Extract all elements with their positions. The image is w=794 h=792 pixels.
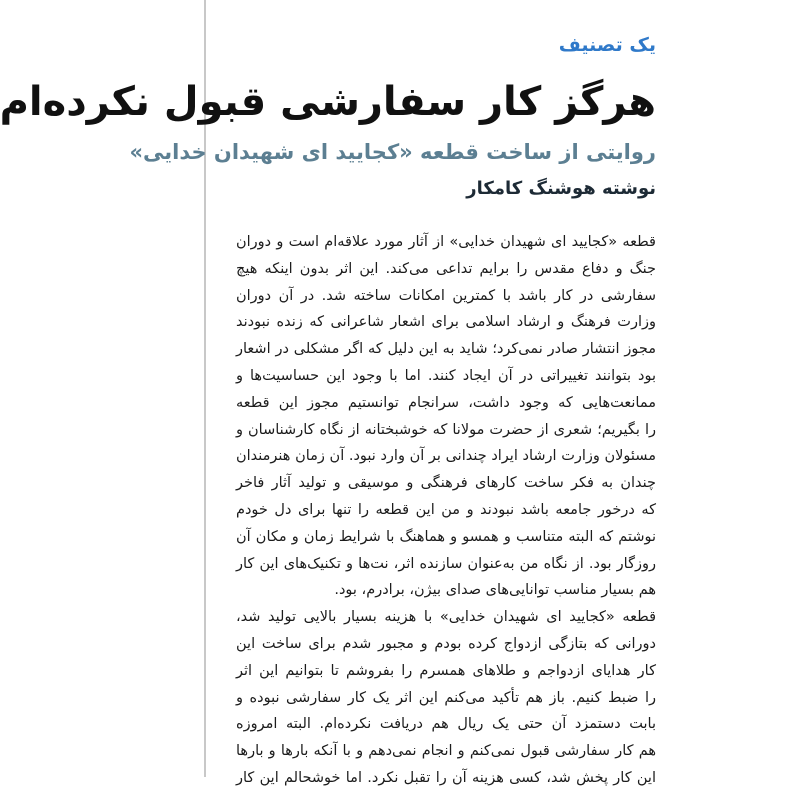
body-line: این کار پخش شد، کسی هزینه آن را تقبل نکرد. اما خوشحالم این کار xyxy=(236,769,656,786)
body-line: دورانی که بتازگی ازدواج کرده بودم و مجبور شدم برای ساخت این xyxy=(236,635,656,652)
article-subtitle: روایتی از ساخت قطعه «کجایید ای شهیدان خدایی» xyxy=(129,140,656,164)
body-line: بود بتوانند تغییراتی در آن ایجاد کنند. اما با وجود این حساسیت‌ها و xyxy=(236,367,656,384)
body-line: قطعه «کجایید ای شهیدان خدایی» با هزینه بسیار بالایی تولید شد، xyxy=(236,609,656,626)
body-line: هم کار سفارشی قبول نمی‌کنم و انجام نمی‌دهم و با آنکه بارها و بارها xyxy=(236,743,656,760)
article-kicker: یک تصنیف xyxy=(558,34,656,56)
body-line: کار هدایای ازدواجم و طلاهای همسرم را بفروشم تا بتوانیم این اثر xyxy=(236,662,656,679)
body-line: وزارت فرهنگ و ارشاد اسلامی برای اشعار شاعرانی که زنده نبودند xyxy=(236,314,656,331)
article-byline: نوشته هوشنگ کامکار xyxy=(466,178,656,199)
body-line: مسئولان وزارت ارشاد ایراد چندانی بر آن وارد نبود. آن زمان هنرمندان xyxy=(236,448,656,465)
body-line: بابت دستمزد آن حتی یک ریال هم دریافت نکرده‌ام. البته امروزه xyxy=(236,716,656,733)
body-line: چندان به فکر ساخت کارهای فرهنگی و موسیقی و تولید آثار فاخر xyxy=(236,475,656,492)
body-line: جنگ و دفاع مقدس را برایم تداعی می‌کند. این اثر بدون اینکه هیچ xyxy=(236,260,656,277)
body-line: قطعه «کجایید ای شهیدان خدایی» از آثار مورد علاقه‌ام است و دوران xyxy=(236,234,656,250)
body-line: هم بسیار مناسب توانایی‌های صدای بیژن، برادرم، بود. xyxy=(334,582,656,599)
body-line: مجوز انتشار صادر نمی‌کرد؛ شاید به این دلیل که اگر مشکلی در اشعار xyxy=(236,341,656,358)
body-line: سفارشی در کار باشد با کمترین امکانات ساخته شد. در آن دوران xyxy=(236,287,656,304)
body-line: که درخور جامعه باشد نبودند و من این قطعه را تنها برای دل خودم xyxy=(236,501,656,518)
body-line: را بگیریم؛ شعری از حضرت مولانا که خوشبختانه از نگاه کارشناسان و xyxy=(236,421,656,438)
body-line: را ضبط کنیم. باز هم تأکید می‌کنم این اثر یک کار سفارشی نبوده و xyxy=(236,689,656,706)
body-line: روزگار بود. از نگاه من به‌عنوان سازنده اثر، نت‌ها و تکنیک‌های این کار xyxy=(236,555,656,572)
body-line: ممانعت‌هایی که وجود داشت، سرانجام توانستیم مجوز این قطعه xyxy=(236,394,656,411)
article-headline: هرگز کار سفارشی قبول نکرده‌ام xyxy=(0,79,656,125)
article-body xyxy=(236,229,656,792)
body-line: نوشتم که البته متناسب و همسو و هماهنگ با شرایط زمان و مکان آن xyxy=(236,528,656,545)
